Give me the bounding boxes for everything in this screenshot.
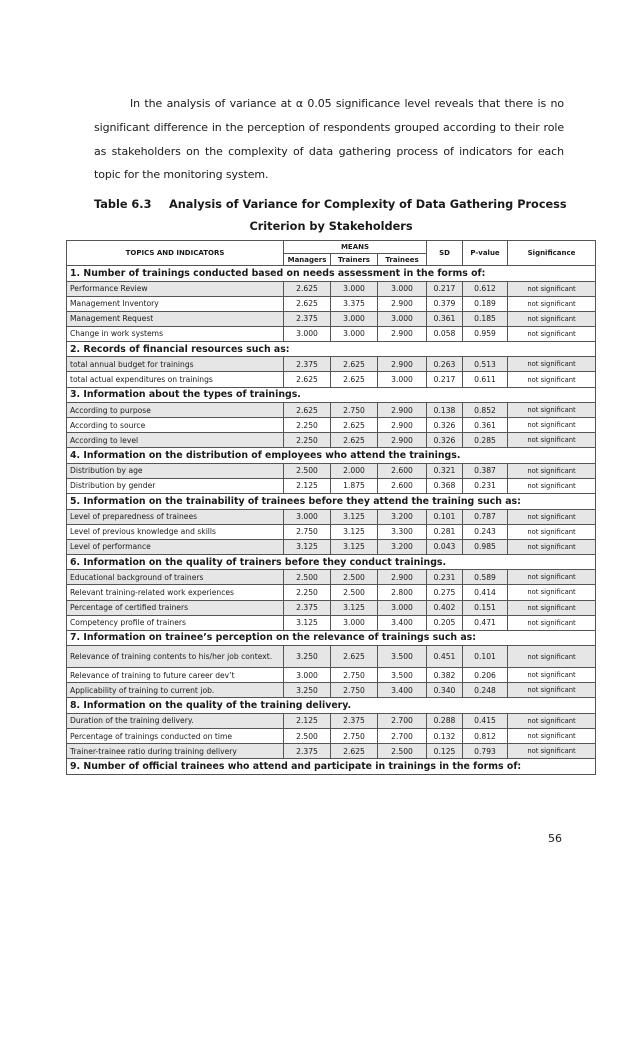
section-title: 3. Information about the types of trainings. xyxy=(67,387,596,403)
significance-cell: not significant xyxy=(508,524,596,539)
trainers-cell: 2.625 xyxy=(331,646,378,668)
sd-cell: 0.281 xyxy=(427,524,463,539)
page-number: 56 xyxy=(548,832,562,845)
significance-cell: not significant xyxy=(508,570,596,585)
p-cell: 0.852 xyxy=(463,403,508,418)
trainees-cell: 2.900 xyxy=(378,570,427,585)
trainees-cell: 2.700 xyxy=(378,713,427,728)
managers-cell: 2.500 xyxy=(284,728,331,743)
trainers-cell: 2.625 xyxy=(331,357,378,372)
sd-cell: 0.263 xyxy=(427,357,463,372)
managers-cell: 2.250 xyxy=(284,418,331,433)
managers-cell: 2.375 xyxy=(284,600,331,615)
trainers-cell: 3.125 xyxy=(331,524,378,539)
trainees-cell: 2.900 xyxy=(378,296,427,311)
trainees-cell: 2.900 xyxy=(378,418,427,433)
trainers-cell: 2.625 xyxy=(331,744,378,759)
significance-cell: not significant xyxy=(508,311,596,326)
trainees-cell: 2.900 xyxy=(378,433,427,448)
indicator-cell: According to level xyxy=(67,433,284,448)
header-trainees: Trainees xyxy=(378,254,427,266)
p-cell: 0.513 xyxy=(463,357,508,372)
section-title: 7. Information on trainee’s perception on the relevance of trainings such as: xyxy=(67,630,596,646)
significance-cell: not significant xyxy=(508,281,596,296)
indicator-cell: Relevance of training to future career dev’t xyxy=(67,668,284,683)
section-row xyxy=(67,387,596,403)
significance-cell: not significant xyxy=(508,463,596,478)
p-cell: 0.387 xyxy=(463,463,508,478)
sd-cell: 0.205 xyxy=(427,615,463,630)
sd-cell: 0.132 xyxy=(427,728,463,743)
significance-cell: not significant xyxy=(508,539,596,554)
table-row xyxy=(67,403,596,418)
trainers-cell: 2.625 xyxy=(331,372,378,387)
p-cell: 0.189 xyxy=(463,296,508,311)
p-cell: 0.589 xyxy=(463,570,508,585)
trainees-cell: 3.200 xyxy=(378,539,427,554)
managers-cell: 2.250 xyxy=(284,585,331,600)
table-row xyxy=(67,433,596,448)
sd-cell: 0.043 xyxy=(427,539,463,554)
table-row xyxy=(67,713,596,728)
p-cell: 0.243 xyxy=(463,524,508,539)
trainers-cell: 2.750 xyxy=(331,403,378,418)
significance-cell: not significant xyxy=(508,509,596,524)
significance-cell: not significant xyxy=(508,585,596,600)
p-cell: 0.612 xyxy=(463,281,508,296)
p-cell: 0.812 xyxy=(463,728,508,743)
indicator-cell: Distribution by gender xyxy=(67,478,284,493)
significance-cell: not significant xyxy=(508,646,596,668)
section-title: 6. Information on the quality of trainers before they conduct trainings. xyxy=(67,554,596,570)
managers-cell: 2.500 xyxy=(284,570,331,585)
p-cell: 0.959 xyxy=(463,326,508,341)
p-cell: 0.101 xyxy=(463,646,508,668)
p-cell: 0.793 xyxy=(463,744,508,759)
significance-cell: not significant xyxy=(508,728,596,743)
table-row xyxy=(67,728,596,743)
significance-cell: not significant xyxy=(508,478,596,493)
trainers-cell: 2.750 xyxy=(331,728,378,743)
table-row xyxy=(67,418,596,433)
managers-cell: 3.000 xyxy=(284,509,331,524)
trainees-cell: 3.400 xyxy=(378,615,427,630)
section-title: 1. Number of trainings conducted based on needs assessment in the forms of: xyxy=(67,266,596,282)
section-row xyxy=(67,759,596,775)
managers-cell: 2.125 xyxy=(284,713,331,728)
anova-body xyxy=(67,266,596,775)
header-means: MEANS xyxy=(284,241,427,254)
managers-cell: 2.375 xyxy=(284,357,331,372)
indicator-cell: Distribution by age xyxy=(67,463,284,478)
trainers-cell: 3.125 xyxy=(331,509,378,524)
section-row xyxy=(67,630,596,646)
table-title-line1: Analysis of Variance for Complexity of Data Gathering Process xyxy=(169,198,567,211)
p-cell: 0.415 xyxy=(463,713,508,728)
anova-table xyxy=(66,240,596,775)
managers-cell: 3.000 xyxy=(284,668,331,683)
table-row xyxy=(67,539,596,554)
trainees-cell: 3.000 xyxy=(378,372,427,387)
significance-cell: not significant xyxy=(508,713,596,728)
significance-cell: not significant xyxy=(508,418,596,433)
table-row xyxy=(67,524,596,539)
sd-cell: 0.275 xyxy=(427,585,463,600)
trainees-cell: 2.500 xyxy=(378,744,427,759)
indicator-cell: According to source xyxy=(67,418,284,433)
managers-cell: 3.125 xyxy=(284,615,331,630)
table-row xyxy=(67,326,596,341)
trainees-cell: 3.200 xyxy=(378,509,427,524)
section-row xyxy=(67,448,596,464)
section-row xyxy=(67,494,596,510)
significance-cell: not significant xyxy=(508,600,596,615)
sd-cell: 0.231 xyxy=(427,570,463,585)
table-row xyxy=(67,509,596,524)
significance-cell: not significant xyxy=(508,296,596,311)
table-number: Table 6.3 xyxy=(94,198,152,211)
p-cell: 0.185 xyxy=(463,311,508,326)
indicator-cell: Competency profile of trainers xyxy=(67,615,284,630)
indicator-cell: Level of previous knowledge and skills xyxy=(67,524,284,539)
significance-cell: not significant xyxy=(508,683,596,698)
trainers-cell: 3.125 xyxy=(331,539,378,554)
sd-cell: 0.321 xyxy=(427,463,463,478)
indicator-cell: Percentage of trainings conducted on time xyxy=(67,728,284,743)
indicator-cell: Management Request xyxy=(67,311,284,326)
managers-cell: 2.375 xyxy=(284,311,331,326)
table-row xyxy=(67,357,596,372)
section-row xyxy=(67,266,596,282)
trainers-cell: 2.750 xyxy=(331,683,378,698)
sd-cell: 0.217 xyxy=(427,281,463,296)
trainers-cell: 2.375 xyxy=(331,713,378,728)
indicator-cell: Change in work systems xyxy=(67,326,284,341)
p-cell: 0.206 xyxy=(463,668,508,683)
indicator-cell: Percentage of certified trainers xyxy=(67,600,284,615)
trainers-cell: 3.125 xyxy=(331,600,378,615)
trainers-cell: 3.375 xyxy=(331,296,378,311)
p-cell: 0.231 xyxy=(463,478,508,493)
table-row xyxy=(67,372,596,387)
indicator-cell: Applicability of training to current job. xyxy=(67,683,284,698)
trainers-cell: 2.500 xyxy=(331,570,378,585)
sd-cell: 0.101 xyxy=(427,509,463,524)
sd-cell: 0.340 xyxy=(427,683,463,698)
trainees-cell: 3.000 xyxy=(378,311,427,326)
p-cell: 0.611 xyxy=(463,372,508,387)
indicator-cell: Relevance of training contents to his/her job context. xyxy=(67,646,284,668)
header-trainers: Trainers xyxy=(331,254,378,266)
indicator-cell: Performance Review xyxy=(67,281,284,296)
sd-cell: 0.368 xyxy=(427,478,463,493)
table-row xyxy=(67,281,596,296)
trainers-cell: 2.625 xyxy=(331,418,378,433)
managers-cell: 2.625 xyxy=(284,281,331,296)
indicator-cell: Educational background of trainers xyxy=(67,570,284,585)
indicator-cell: Level of preparedness of trainees xyxy=(67,509,284,524)
p-cell: 0.248 xyxy=(463,683,508,698)
trainees-cell: 3.500 xyxy=(378,646,427,668)
trainees-cell: 3.000 xyxy=(378,600,427,615)
sd-cell: 0.379 xyxy=(427,296,463,311)
table-row xyxy=(67,615,596,630)
table-row xyxy=(67,646,596,668)
managers-cell: 3.125 xyxy=(284,539,331,554)
managers-cell: 2.250 xyxy=(284,433,331,448)
trainees-cell: 3.000 xyxy=(378,281,427,296)
trainers-cell: 2.750 xyxy=(331,668,378,683)
trainees-cell: 2.600 xyxy=(378,478,427,493)
trainers-cell: 2.000 xyxy=(331,463,378,478)
significance-cell: not significant xyxy=(508,744,596,759)
trainers-cell: 3.000 xyxy=(331,326,378,341)
significance-cell: not significant xyxy=(508,615,596,630)
trainers-cell: 3.000 xyxy=(331,281,378,296)
header-managers: Managers xyxy=(284,254,331,266)
intro-paragraph xyxy=(94,92,564,187)
table-row xyxy=(67,668,596,683)
table-row xyxy=(67,311,596,326)
trainees-cell: 2.900 xyxy=(378,403,427,418)
trainees-cell: 3.500 xyxy=(378,668,427,683)
sd-cell: 0.382 xyxy=(427,668,463,683)
managers-cell: 2.625 xyxy=(284,372,331,387)
header-sd: SD xyxy=(427,241,463,266)
trainees-cell: 3.300 xyxy=(378,524,427,539)
section-row xyxy=(67,554,596,570)
header-pvalue: P-value xyxy=(463,241,508,266)
p-cell: 0.471 xyxy=(463,615,508,630)
indicator-cell: total actual expenditures on trainings xyxy=(67,372,284,387)
trainees-cell: 2.600 xyxy=(378,463,427,478)
indicator-cell: Relevant training-related work experiences xyxy=(67,585,284,600)
p-cell: 0.985 xyxy=(463,539,508,554)
header-topics: TOPICS AND INDICATORS xyxy=(67,241,284,266)
significance-cell: not significant xyxy=(508,326,596,341)
table-row xyxy=(67,585,596,600)
trainees-cell: 3.400 xyxy=(378,683,427,698)
trainees-cell: 2.700 xyxy=(378,728,427,743)
p-cell: 0.285 xyxy=(463,433,508,448)
trainers-cell: 3.000 xyxy=(331,311,378,326)
p-cell: 0.787 xyxy=(463,509,508,524)
section-title: 9. Number of official trainees who attend and participate in trainings in the forms of: xyxy=(67,759,596,775)
indicator-cell: total annual budget for trainings xyxy=(67,357,284,372)
managers-cell: 3.000 xyxy=(284,326,331,341)
sd-cell: 0.326 xyxy=(427,418,463,433)
p-cell: 0.151 xyxy=(463,600,508,615)
section-row xyxy=(67,341,596,357)
indicator-cell: According to purpose xyxy=(67,403,284,418)
section-title: 2. Records of financial resources such as: xyxy=(67,341,596,357)
table-row xyxy=(67,744,596,759)
trainers-cell: 1.875 xyxy=(331,478,378,493)
table-row xyxy=(67,570,596,585)
p-cell: 0.414 xyxy=(463,585,508,600)
significance-cell: not significant xyxy=(508,433,596,448)
significance-cell: not significant xyxy=(508,668,596,683)
significance-cell: not significant xyxy=(508,403,596,418)
indicator-cell: Trainer-trainee ratio during training delivery xyxy=(67,744,284,759)
section-title: 5. Information on the trainability of trainees before they attend the training such as: xyxy=(67,494,596,510)
table-row xyxy=(67,600,596,615)
section-row xyxy=(67,698,596,714)
managers-cell: 2.625 xyxy=(284,296,331,311)
trainees-cell: 2.900 xyxy=(378,326,427,341)
table-title-line2: Criterion by Stakeholders xyxy=(249,220,413,233)
table-row xyxy=(67,478,596,493)
managers-cell: 2.125 xyxy=(284,478,331,493)
sd-cell: 0.058 xyxy=(427,326,463,341)
indicator-cell: Management Inventory xyxy=(67,296,284,311)
sd-cell: 0.288 xyxy=(427,713,463,728)
trainers-cell: 3.000 xyxy=(331,615,378,630)
indicator-cell: Duration of the training delivery. xyxy=(67,713,284,728)
sd-cell: 0.217 xyxy=(427,372,463,387)
sd-cell: 0.361 xyxy=(427,311,463,326)
managers-cell: 2.375 xyxy=(284,744,331,759)
sd-cell: 0.451 xyxy=(427,646,463,668)
trainers-cell: 2.500 xyxy=(331,585,378,600)
p-cell: 0.361 xyxy=(463,418,508,433)
sd-cell: 0.125 xyxy=(427,744,463,759)
managers-cell: 2.750 xyxy=(284,524,331,539)
table-row xyxy=(67,296,596,311)
managers-cell: 3.250 xyxy=(284,646,331,668)
significance-cell: not significant xyxy=(508,372,596,387)
table-row xyxy=(67,463,596,478)
section-title: 4. Information on the distribution of employees who attend the trainings. xyxy=(67,448,596,464)
indicator-cell: Level of performance xyxy=(67,539,284,554)
header-significance: Significance xyxy=(508,241,596,266)
trainers-cell: 2.625 xyxy=(331,433,378,448)
significance-cell: not significant xyxy=(508,357,596,372)
sd-cell: 0.326 xyxy=(427,433,463,448)
trainees-cell: 2.800 xyxy=(378,585,427,600)
managers-cell: 2.500 xyxy=(284,463,331,478)
trainees-cell: 2.900 xyxy=(378,357,427,372)
section-title: 8. Information on the quality of the training delivery. xyxy=(67,698,596,714)
sd-cell: 0.138 xyxy=(427,403,463,418)
managers-cell: 2.625 xyxy=(284,403,331,418)
sd-cell: 0.402 xyxy=(427,600,463,615)
managers-cell: 3.250 xyxy=(284,683,331,698)
intro-first-line: In the analysis of variance at α 0.05 significance level reveals that there is no xyxy=(130,97,564,110)
intro-rest: significant difference in the perception of respondents grouped according to their role as stakeholders on the complexity of data gathering process of indicators for each topic for the monitoring system. xyxy=(94,120,564,182)
table-row xyxy=(67,683,596,698)
